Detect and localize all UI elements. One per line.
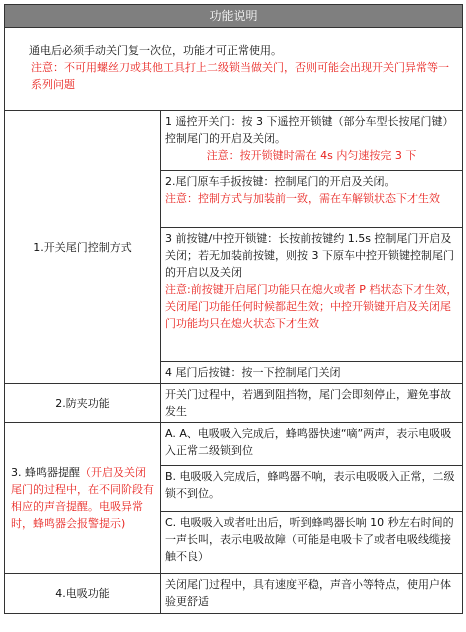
item-text: 4 尾门后按键：按一下控制尾门关闭 xyxy=(165,366,341,379)
anti-pinch-label: 2.防夹功能 xyxy=(5,384,161,423)
intro-cell xyxy=(5,28,463,111)
item-text: 3 前按键/中控开锁键：长按前按键约 1.5s 控制尾门开启及关闭；若无加装前按键，则按 3 下原车中控开锁键控制尾门的开启以及关闭 xyxy=(165,232,454,279)
buzzer-label: 3. 蜂鸣器提醒 xyxy=(11,466,80,479)
table-header: 功能说明 xyxy=(5,5,463,28)
item-note: 注意：按开锁键时需在 4s 内匀速按完 3 下 xyxy=(206,149,417,162)
soft-close-text: 关闭尾门过程中，具有速度平稳，声音小等特点，使用户体验更舒适 xyxy=(161,574,463,614)
soft-close-label: 4.电吸功能 xyxy=(5,574,161,614)
buzzer-label-cell xyxy=(5,423,161,574)
buzzer-item-c: C. 电吸吸入或者吐出后，听到蜂鸣器长响 10 秒左右时间的一声长叫，表示电吸故障（可能是电吸卡了或者电吸线缆接触不良） xyxy=(161,512,463,574)
door-control-item-4 xyxy=(161,362,463,384)
buzzer-label-note: （开启及关闭尾门的过程中，在不同阶段有相应的声音提醒。电吸异常时，蜂鸣器会报警提示) xyxy=(11,466,154,530)
item-text: 1 遥控开关门：按 3 下遥控开锁键（部分车型长按尾门键）控制尾门的开启及关闭。 xyxy=(165,115,454,145)
buzzer-item-a: A. A、电吸吸入完成后，蜂鸣器快速“嘀”两声，表示电吸吸入正常二级锁到位 xyxy=(161,423,463,466)
intro-text: 通电后必须手动关门复一次位，功能才可正常使用。 xyxy=(29,44,282,57)
buzzer-item-b: B. 电吸吸入完成后，蜂鸣器不响，表示电吸吸入正常，二级锁不到位。 xyxy=(161,466,463,512)
door-control-item-1 xyxy=(161,111,463,171)
item-note: 注意：控制方式与加装前一致，需在车解锁状态下才生效 xyxy=(165,192,440,205)
item-note: 注意:前按键开启尾门功能只在熄火或者 P 档状态下才生效，关闭尾门功能任何时候都起生效；中控开锁键开启及关闭尾门功能均只在熄火状态下才生效 xyxy=(165,283,458,330)
item-text: 2.尾门原车手扳按键：控制尾门的开启及关闭。 xyxy=(165,175,396,188)
anti-pinch-text: 开关门过程中，若遇到阻挡物，尾门会即刻停止，避免事故发生 xyxy=(161,384,463,423)
intro-note: 注意：不可用螺丝刀或其他工具打上二级锁当做关门，否则可能会出现开关门异常等一系列问题 xyxy=(31,61,449,91)
door-control-label: 1.开关尾门控制方式 xyxy=(5,111,161,384)
function-table xyxy=(4,4,463,614)
door-control-item-3 xyxy=(161,228,463,362)
door-control-item-2 xyxy=(161,171,463,228)
